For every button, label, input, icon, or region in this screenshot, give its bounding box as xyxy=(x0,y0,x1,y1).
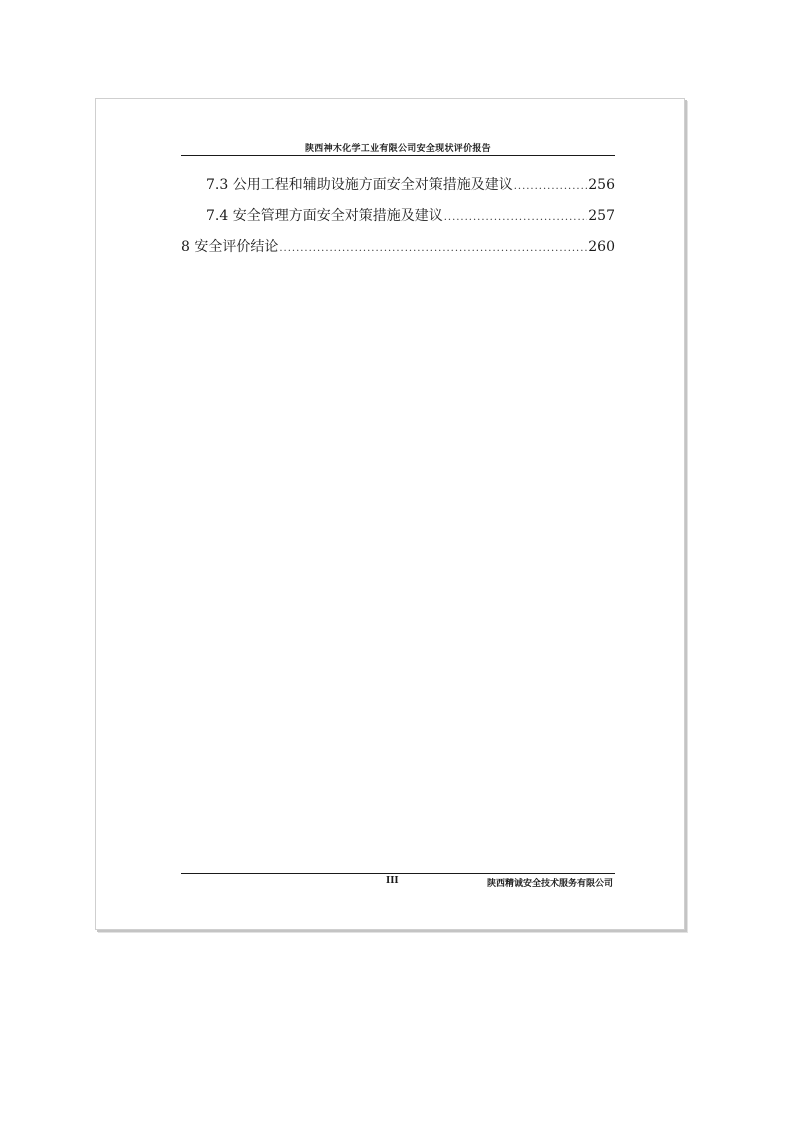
footer-page-number: III xyxy=(386,876,399,886)
toc-dot-leader xyxy=(444,212,588,223)
toc-entry-8[interactable] xyxy=(181,236,615,267)
toc-dot-leader xyxy=(279,243,587,254)
toc-entry-page: 257 xyxy=(588,208,615,224)
toc-entry-page: 260 xyxy=(588,239,615,255)
toc-dot-leader xyxy=(514,181,588,192)
header-rule xyxy=(181,155,615,156)
document-page xyxy=(95,98,685,930)
toc-entry-page: 256 xyxy=(588,177,615,193)
toc-entry-7-4[interactable] xyxy=(181,205,615,236)
toc-entry-title: 7.4 安全管理方面安全对策措施及建议 xyxy=(206,208,443,224)
running-header-title: 陕西神木化学工业有限公司安全现状评价报告 xyxy=(304,144,491,154)
toc-entry-title: 8 安全评价结论 xyxy=(181,239,279,255)
footer-company-name: 陕西精诚安全技术服务有限公司 xyxy=(486,879,613,889)
toc-entry-title: 7.3 公用工程和辅助设施方面安全对策措施及建议 xyxy=(206,177,513,193)
toc-entry-7-3[interactable] xyxy=(181,174,615,205)
table-of-contents xyxy=(181,174,615,267)
footer-rule xyxy=(181,873,615,874)
